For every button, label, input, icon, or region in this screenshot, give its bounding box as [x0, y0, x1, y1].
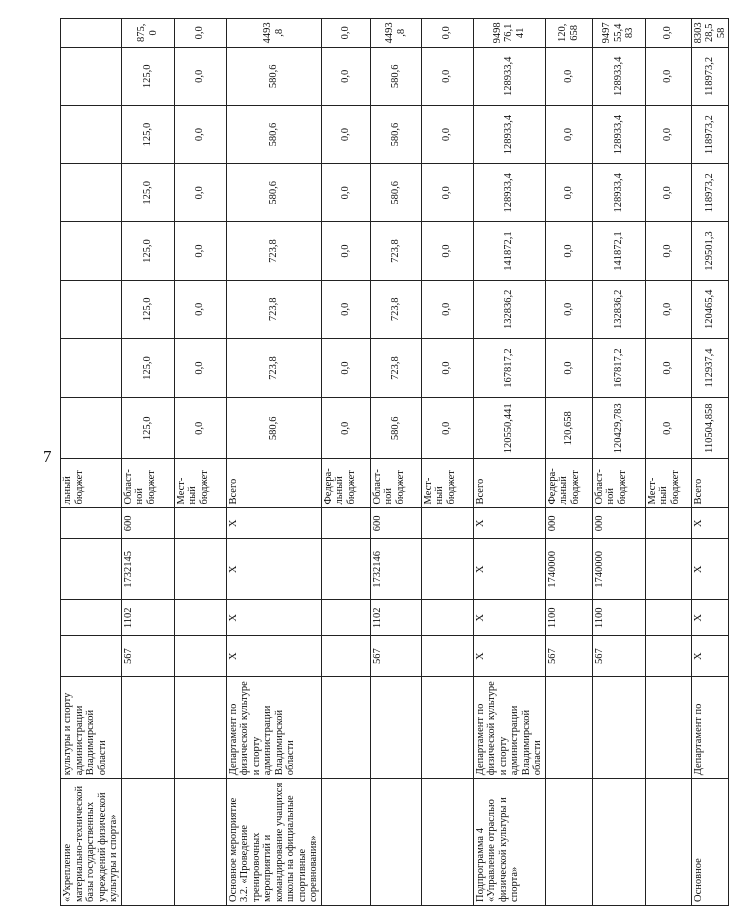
cell-year-2015: 723,8 — [226, 338, 321, 397]
cell-year-2016: 132836,2 — [473, 280, 545, 338]
table-row — [121, 19, 174, 906]
cell-year-2017: 129501,3 — [691, 222, 729, 280]
cell-total: 0,0 — [421, 19, 473, 48]
cell-title — [592, 779, 645, 906]
cell-funding-source: Федера-льный бюджет — [321, 459, 370, 508]
cell-year-2019: 125,0 — [121, 105, 174, 163]
table-row — [321, 19, 370, 906]
cell-target-code: X — [226, 539, 321, 600]
cell-section-code — [421, 600, 473, 636]
cell-year-2014: 0,0 — [645, 398, 691, 459]
cell-year-2019: 0,0 — [545, 105, 592, 163]
cell-total — [61, 19, 122, 48]
cell-department — [592, 677, 645, 779]
cell-funding-source: льный бюджет — [61, 459, 122, 508]
cell-target-code: X — [473, 539, 545, 600]
cell-expense-type: 600 — [121, 508, 174, 539]
cell-year-2020: 118973,2 — [691, 47, 729, 105]
cell-funding-source: Област-ной бюджет — [121, 459, 174, 508]
cell-department: Департамент по физической культуре и спорту администрации Владимирской области — [226, 677, 321, 779]
cell-year-2014: 125,0 — [121, 398, 174, 459]
cell-target-code — [174, 539, 226, 600]
cell-year-2016: 723,8 — [370, 280, 421, 338]
cell-expense-type — [421, 508, 473, 539]
table-row — [174, 19, 226, 906]
cell-year-2020 — [61, 47, 122, 105]
table-row — [421, 19, 473, 906]
cell-department — [121, 677, 174, 779]
cell-expense-type — [321, 508, 370, 539]
cell-year-2018: 118973,2 — [691, 164, 729, 222]
cell-total: 830328,558 — [691, 19, 729, 48]
cell-gov-code: X — [691, 636, 729, 677]
cell-year-2019 — [61, 105, 122, 163]
cell-year-2018: 0,0 — [645, 164, 691, 222]
table-row — [226, 19, 321, 906]
cell-year-2016: 0,0 — [174, 280, 226, 338]
cell-year-2016: 125,0 — [121, 280, 174, 338]
cell-department: культуры и спорту администрации Владимирской области — [61, 677, 122, 779]
cell-year-2017: 0,0 — [645, 222, 691, 280]
cell-department — [321, 677, 370, 779]
cell-year-2014: 120429,783 — [592, 398, 645, 459]
cell-year-2018: 580,6 — [370, 164, 421, 222]
cell-department: Департамент по физической культуре и спорту администрации Владимирской области — [473, 677, 545, 779]
cell-expense-type: X — [226, 508, 321, 539]
cell-section-code — [174, 600, 226, 636]
table-row — [545, 19, 592, 906]
cell-gov-code: 567 — [592, 636, 645, 677]
cell-section-code: X — [473, 600, 545, 636]
cell-total: 4493,8 — [370, 19, 421, 48]
cell-funding-source: Мест-ный бюджет — [174, 459, 226, 508]
cell-section-code — [321, 600, 370, 636]
cell-target-code: 1740000 — [592, 539, 645, 600]
cell-year-2015: 167817,2 — [473, 338, 545, 397]
cell-title — [174, 779, 226, 906]
cell-year-2017 — [61, 222, 122, 280]
cell-year-2019: 118973,2 — [691, 105, 729, 163]
cell-year-2016: 0,0 — [545, 280, 592, 338]
cell-year-2019: 0,0 — [174, 105, 226, 163]
cell-department — [421, 677, 473, 779]
cell-year-2019: 580,6 — [370, 105, 421, 163]
cell-gov-code: 567 — [545, 636, 592, 677]
cell-department — [545, 677, 592, 779]
cell-funding-source: Всего — [226, 459, 321, 508]
cell-title — [121, 779, 174, 906]
cell-year-2014: 0,0 — [174, 398, 226, 459]
cell-gov-code — [61, 636, 122, 677]
cell-funding-source: Мест-ный бюджет — [645, 459, 691, 508]
cell-year-2020: 125,0 — [121, 47, 174, 105]
rotated-page — [60, 18, 727, 906]
cell-expense-type — [61, 508, 122, 539]
cell-total: 875,0 — [121, 19, 174, 48]
cell-year-2015: 167817,2 — [592, 338, 645, 397]
cell-title: «Укрепление материально-технической базы государственных учреждений физической культуры и спорта» — [61, 779, 122, 906]
cell-year-2018: 0,0 — [421, 164, 473, 222]
cell-year-2015: 0,0 — [545, 338, 592, 397]
cell-year-2014: 0,0 — [321, 398, 370, 459]
cell-total: 0,0 — [645, 19, 691, 48]
cell-gov-code: X — [473, 636, 545, 677]
cell-year-2019: 0,0 — [645, 105, 691, 163]
cell-year-2019: 0,0 — [321, 105, 370, 163]
cell-gov-code — [321, 636, 370, 677]
cell-year-2020: 128933,4 — [473, 47, 545, 105]
cell-year-2015: 125,0 — [121, 338, 174, 397]
cell-year-2018: 0,0 — [321, 164, 370, 222]
cell-gov-code: X — [226, 636, 321, 677]
cell-total: 0,0 — [174, 19, 226, 48]
cell-department — [174, 677, 226, 779]
cell-year-2014: 110504,858 — [691, 398, 729, 459]
cell-year-2020: 0,0 — [321, 47, 370, 105]
table-row — [370, 19, 421, 906]
cell-year-2017: 0,0 — [174, 222, 226, 280]
cell-year-2020: 0,0 — [545, 47, 592, 105]
cell-target-code — [421, 539, 473, 600]
cell-year-2020: 580,6 — [370, 47, 421, 105]
cell-year-2016: 0,0 — [321, 280, 370, 338]
cell-year-2014: 580,6 — [370, 398, 421, 459]
cell-funding-source: Всего — [473, 459, 545, 508]
cell-year-2015: 723,8 — [370, 338, 421, 397]
cell-title — [321, 779, 370, 906]
cell-expense-type — [645, 508, 691, 539]
cell-title: Основное мероприятие 3.2. «Проведение тренировочных мероприятий и командирование учащихся школы на официальные спортивные соревнования» — [226, 779, 321, 906]
page-number: 7 — [43, 447, 52, 466]
cell-funding-source: Федера-льный бюджет — [545, 459, 592, 508]
cell-target-code: 1740000 — [545, 539, 592, 600]
cell-year-2017: 125,0 — [121, 222, 174, 280]
cell-expense-type: 000 — [545, 508, 592, 539]
cell-title — [545, 779, 592, 906]
cell-target-code — [645, 539, 691, 600]
cell-year-2015 — [61, 338, 122, 397]
cell-year-2016: 723,8 — [226, 280, 321, 338]
cell-year-2018: 128933,4 — [592, 164, 645, 222]
table-row — [592, 19, 645, 906]
cell-gov-code — [174, 636, 226, 677]
cell-total: 949876,141 — [473, 19, 545, 48]
cell-section-code: X — [226, 600, 321, 636]
cell-year-2020: 0,0 — [174, 47, 226, 105]
cell-gov-code — [421, 636, 473, 677]
cell-expense-type: 000 — [592, 508, 645, 539]
cell-year-2016 — [61, 280, 122, 338]
cell-year-2018: 125,0 — [121, 164, 174, 222]
cell-year-2020: 128933,4 — [592, 47, 645, 105]
cell-title — [370, 779, 421, 906]
cell-gov-code: 567 — [370, 636, 421, 677]
table-row — [473, 19, 545, 906]
cell-year-2017: 723,8 — [226, 222, 321, 280]
cell-funding-source: Всего — [691, 459, 729, 508]
cell-gov-code: 567 — [121, 636, 174, 677]
cell-expense-type — [174, 508, 226, 539]
cell-year-2019: 128933,4 — [473, 105, 545, 163]
cell-year-2016: 120465,4 — [691, 280, 729, 338]
cell-year-2020: 580,6 — [226, 47, 321, 105]
cell-year-2017: 0,0 — [421, 222, 473, 280]
cell-year-2016: 132836,2 — [592, 280, 645, 338]
cell-year-2014 — [61, 398, 122, 459]
cell-section-code: 1100 — [545, 600, 592, 636]
cell-year-2015: 112937,4 — [691, 338, 729, 397]
cell-total: 0,0 — [321, 19, 370, 48]
cell-title — [421, 779, 473, 906]
cell-year-2015: 0,0 — [174, 338, 226, 397]
cell-section-code: X — [691, 600, 729, 636]
cell-year-2015: 0,0 — [645, 338, 691, 397]
cell-target-code — [321, 539, 370, 600]
cell-year-2016: 0,0 — [645, 280, 691, 338]
cell-title: Основное — [691, 779, 729, 906]
table-row — [691, 19, 729, 906]
cell-department — [645, 677, 691, 779]
cell-target-code: 1732145 — [121, 539, 174, 600]
cell-year-2018: 0,0 — [174, 164, 226, 222]
cell-expense-type: X — [691, 508, 729, 539]
cell-year-2018: 128933,4 — [473, 164, 545, 222]
cell-year-2016: 0,0 — [421, 280, 473, 338]
cell-target-code: X — [691, 539, 729, 600]
table-row — [61, 19, 122, 906]
cell-year-2020: 0,0 — [645, 47, 691, 105]
budget-table — [60, 18, 729, 906]
cell-year-2018: 0,0 — [545, 164, 592, 222]
cell-year-2018 — [61, 164, 122, 222]
cell-target-code: 1732146 — [370, 539, 421, 600]
cell-total: 120,658 — [545, 19, 592, 48]
cell-year-2017: 0,0 — [321, 222, 370, 280]
cell-year-2014: 120550,441 — [473, 398, 545, 459]
cell-year-2019: 580,6 — [226, 105, 321, 163]
cell-expense-type: X — [473, 508, 545, 539]
cell-funding-source: Област-ной бюджет — [370, 459, 421, 508]
cell-title: Подпрограмма 4 «Управление отраслью физической культуры и спорта» — [473, 779, 545, 906]
table-row — [645, 19, 691, 906]
cell-year-2015: 0,0 — [421, 338, 473, 397]
cell-funding-source: Мест-ный бюджет — [421, 459, 473, 508]
cell-year-2018: 580,6 — [226, 164, 321, 222]
cell-expense-type: 600 — [370, 508, 421, 539]
cell-year-2019: 0,0 — [421, 105, 473, 163]
cell-year-2017: 0,0 — [545, 222, 592, 280]
cell-year-2014: 120,658 — [545, 398, 592, 459]
cell-department: Департамент по — [691, 677, 729, 779]
cell-year-2017: 141872,1 — [592, 222, 645, 280]
cell-section-code: 1102 — [121, 600, 174, 636]
cell-year-2014: 0,0 — [421, 398, 473, 459]
cell-year-2019: 128933,4 — [592, 105, 645, 163]
cell-department — [370, 677, 421, 779]
cell-section-code: 1102 — [370, 600, 421, 636]
cell-year-2014: 580,6 — [226, 398, 321, 459]
cell-total: 4493,8 — [226, 19, 321, 48]
cell-year-2017: 723,8 — [370, 222, 421, 280]
cell-target-code — [61, 539, 122, 600]
cell-funding-source: Област-ной бюджет — [592, 459, 645, 508]
cell-year-2020: 0,0 — [421, 47, 473, 105]
cell-year-2015: 0,0 — [321, 338, 370, 397]
cell-gov-code — [645, 636, 691, 677]
cell-title — [645, 779, 691, 906]
cell-total: 949755,483 — [592, 19, 645, 48]
cell-year-2017: 141872,1 — [473, 222, 545, 280]
cell-section-code — [61, 600, 122, 636]
cell-section-code: 1100 — [592, 600, 645, 636]
cell-section-code — [645, 600, 691, 636]
